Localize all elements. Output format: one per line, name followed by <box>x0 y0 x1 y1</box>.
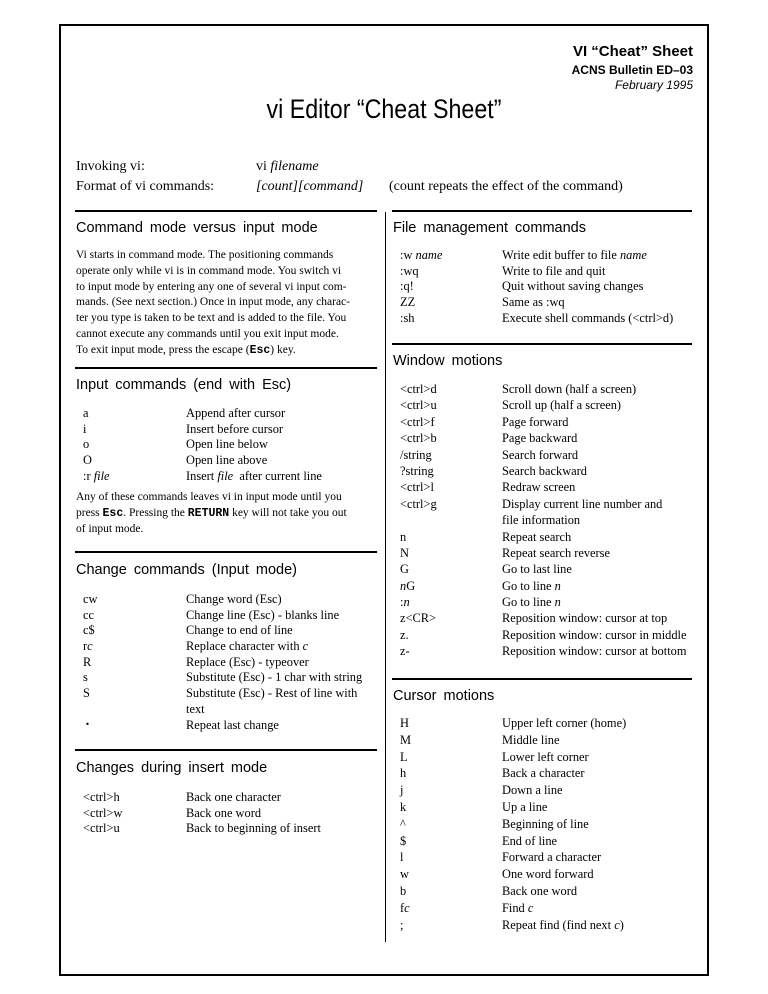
header-date: February 1995 <box>614 78 693 92</box>
invoking-command: vi filename <box>256 159 319 174</box>
heading-window-motions: Window motions <box>393 353 503 369</box>
column-divider <box>385 212 386 942</box>
cursor-motions-list: H Upper left corner (home) M Middle line L Lower left corner h Back a character j Down a line k Up a line ^ Beginning of line $ End of line l Forward a character w One word forward b Back one word fc Find c ; Repeat find (find next c) <box>400 716 627 932</box>
change-commands-list: cw Change word (Esc) cc Change line (Esc) - blanks line c$ Change to end of line rc Replace character with c R Replace (Esc) - typeover s Substitute (Esc) - 1 char with string S Substitute (Esc) - Rest of line with text . Repeat last change <box>83 592 363 732</box>
input-commands-list: a Append after cursor i Insert before cursor o Open line below O Open line above :r file Insert file after current line <box>83 406 322 483</box>
heading-command-mode: Command mode versus input mode <box>76 220 318 236</box>
format-note: (count repeats the effect of the command) <box>389 179 623 194</box>
command-mode-text: Vi starts in command mode. The positioning commands operate only while vi is in command mode. You switch vi to input mode by entering any one of several vi input com- mands. (See next section.) Once in input mode, any charac- ter you type is taken to be text and is added to the file. You cannot execute any commands until you exit input mode. To exit input mode, press the escape (Esc) key. <box>76 249 350 357</box>
rule-cursor-motions <box>392 678 692 680</box>
heading-input-commands: Input commands (end with Esc) <box>76 377 292 393</box>
heading-change-commands: Change commands (Input mode) <box>76 562 297 578</box>
format-value: [count][command] <box>256 179 364 194</box>
input-commands-note: Any of these commands leaves vi in input mode until you press Esc. Pressing the RETURN key will not take you out of input mode. <box>76 491 347 535</box>
rule-window-motions <box>392 343 692 345</box>
rule-change-commands <box>75 551 377 553</box>
rule-file-management <box>392 210 692 212</box>
format-label: Format of vi commands: <box>76 179 215 194</box>
header-bulletin: ACNS Bulletin ED–03 <box>571 63 693 77</box>
rule-command-mode <box>75 210 377 212</box>
file-management-list: :w name Write edit buffer to file name :wq Write to file and quit :q! Quit without saving changes ZZ Same as :wq :sh Execute shell commands (<ctrl>d) <box>400 248 674 325</box>
rule-insert-changes <box>75 749 377 751</box>
invoking-label: Invoking vi: <box>76 159 145 174</box>
insert-changes-list: <ctrl>h Back one character <ctrl>w Back one word <ctrl>u Back to beginning of insert <box>83 790 321 836</box>
window-motions-list: <ctrl>d Scroll down (half a screen) <ctrl>u Scroll up (half a screen) <ctrl>f Page forward <ctrl>b Page backward /string Search forward ?string Search backward <ctrl>l Redraw screen <ctrl>g Display current line number and file information n Repeat search N Repeat search reverse G Go to last line nG Go to line n :n Go to line n z<CR> Reposition window: cursor at top z. Reposition window: cursor in middle z- Reposition window: cursor at bottom <box>400 382 687 659</box>
heading-cursor-motions: Cursor motions <box>393 688 495 704</box>
heading-insert-changes: Changes during insert mode <box>76 760 268 776</box>
heading-file-management: File management commands <box>393 220 586 236</box>
header-title: VI “Cheat” Sheet <box>572 43 693 60</box>
page-title: vi Editor “Cheat Sheet” <box>266 94 502 124</box>
rule-input-commands <box>75 367 377 369</box>
